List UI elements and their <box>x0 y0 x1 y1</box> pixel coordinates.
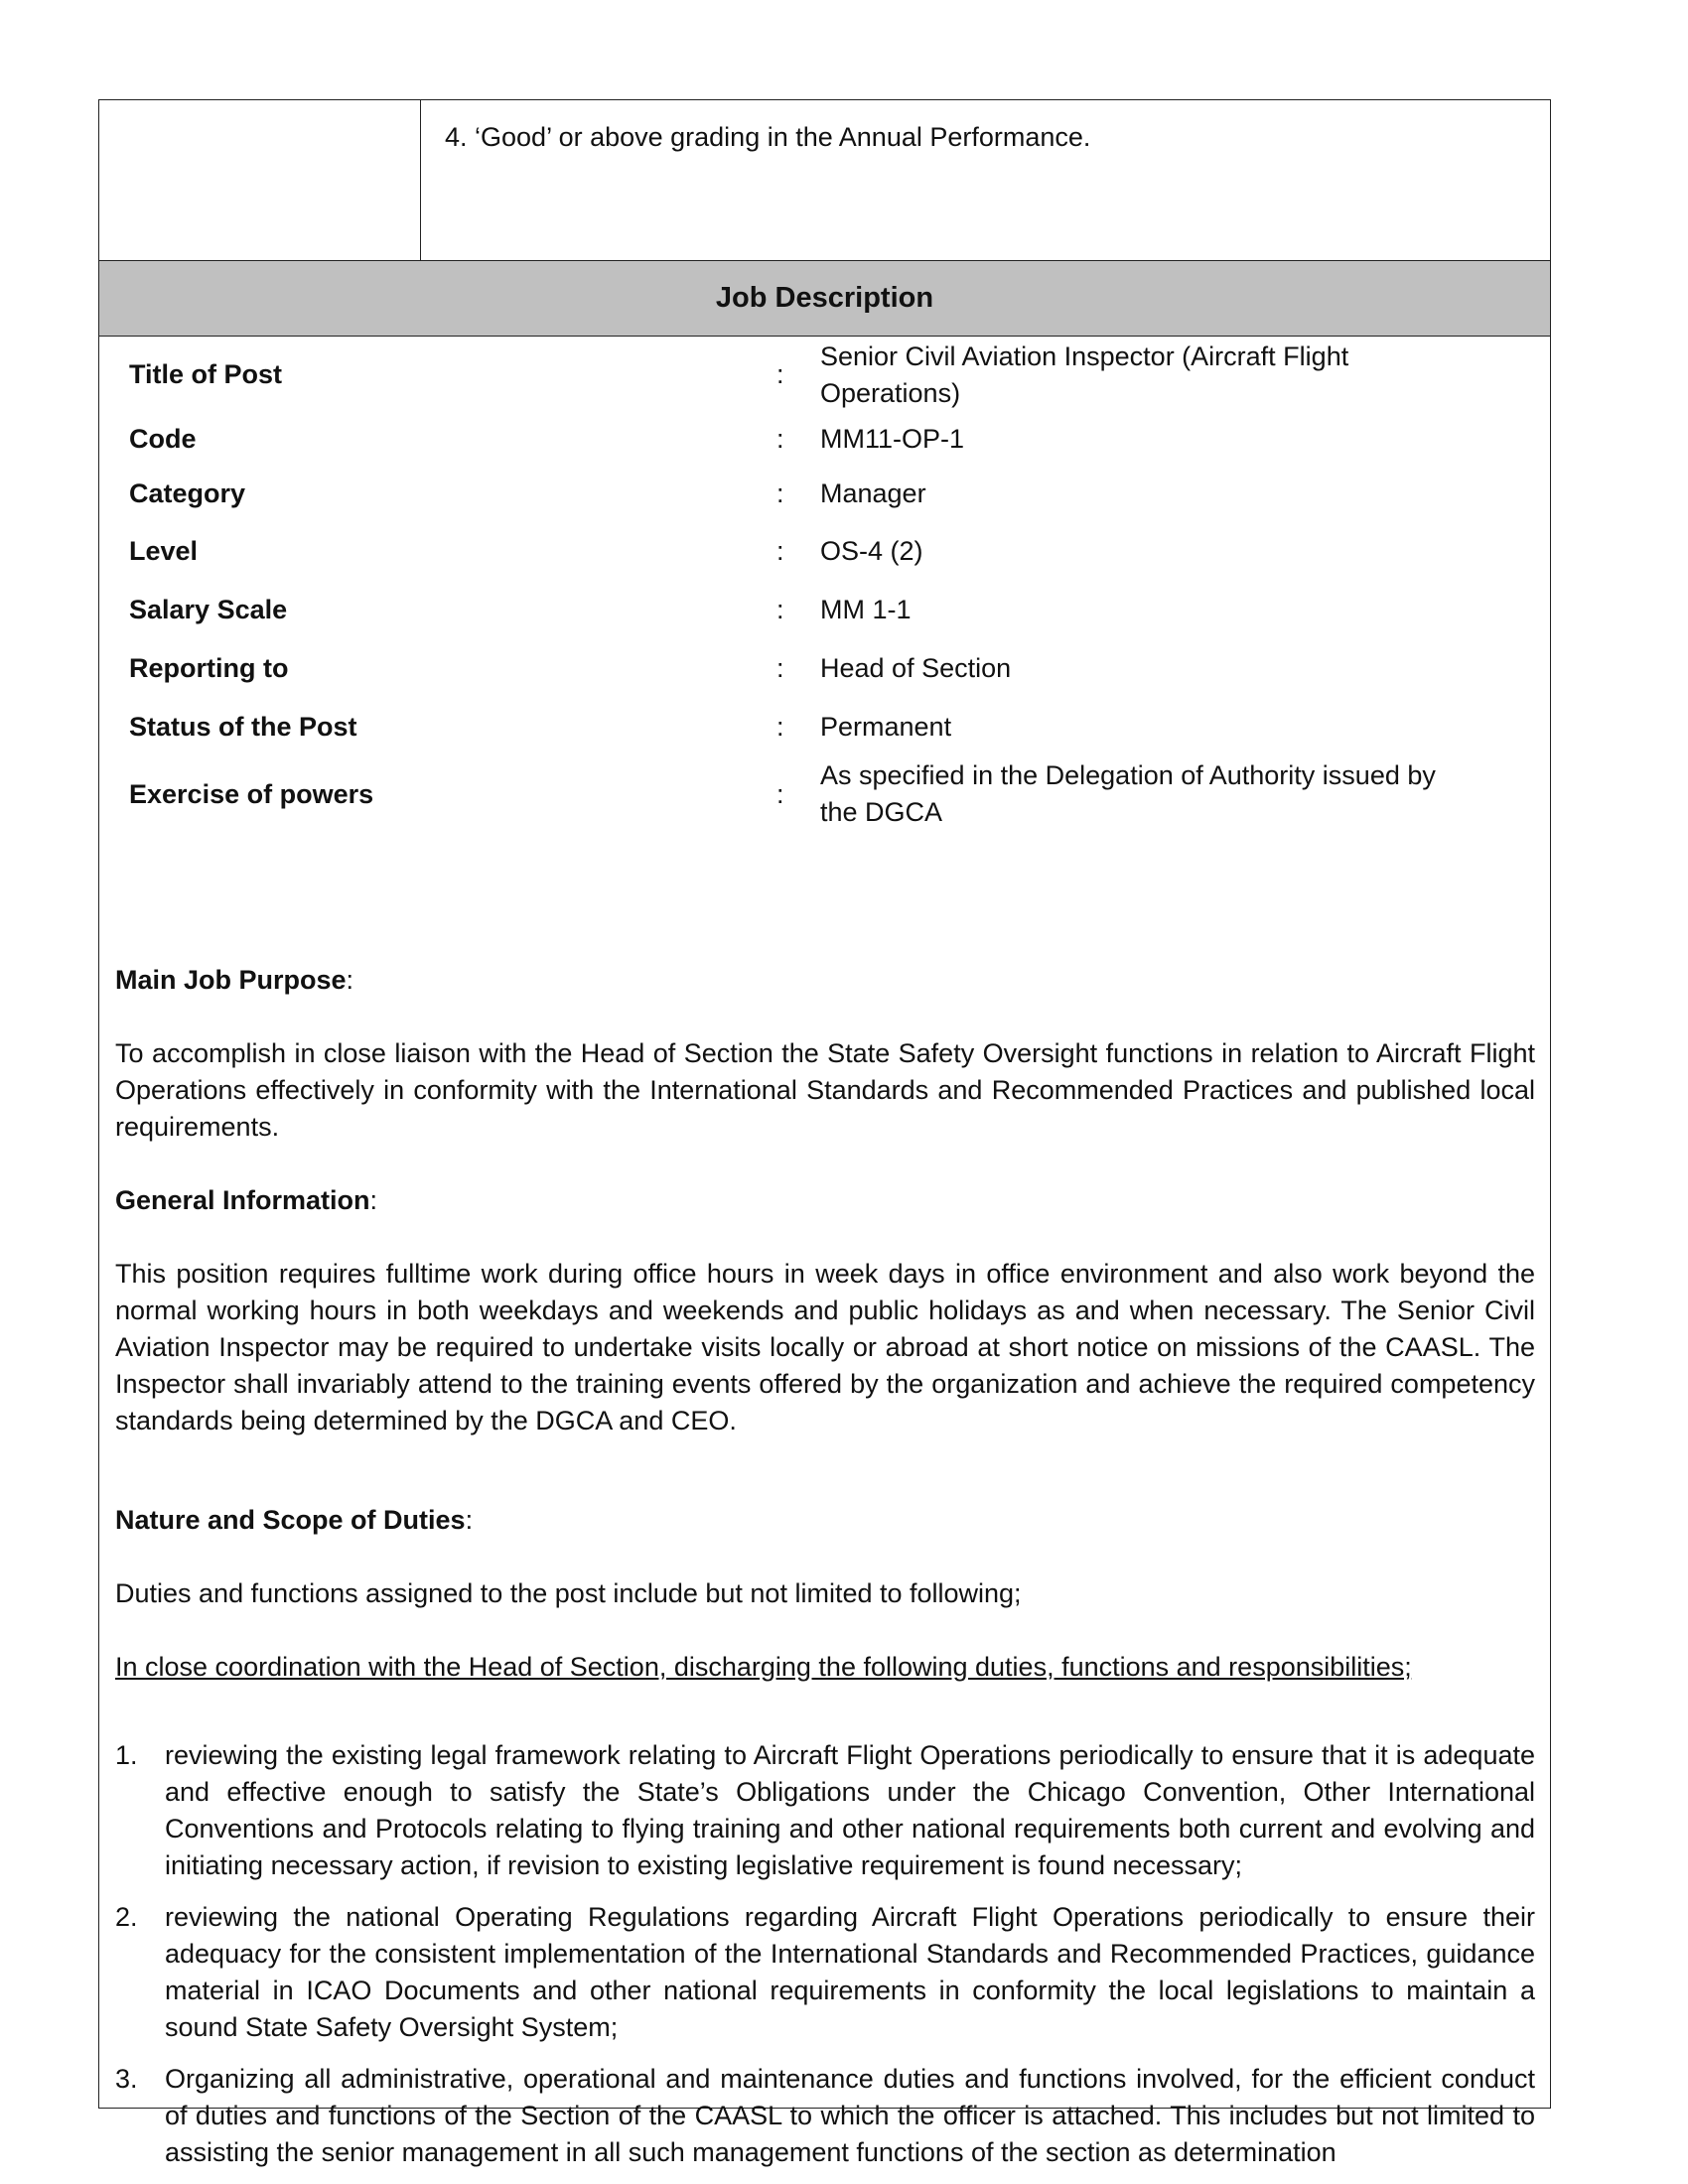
job-info-table <box>129 337 1519 833</box>
list-item <box>115 1737 1535 1884</box>
info-row-powers <box>129 755 1519 833</box>
info-value: Manager <box>820 478 926 508</box>
info-value: MM11-OP-1 <box>820 423 965 454</box>
info-value: As specified in the Delegation of Authority issued by the DGCA <box>820 760 1436 827</box>
info-row-status <box>129 698 1519 755</box>
info-row-code <box>129 413 1519 465</box>
list-text: reviewing the existing legal framework relating to Aircraft Flight Operations periodically to ensure that it is adequate and effective enough to satisfy the State’s Obligations under the Chicago Convention, Other International Conventions and Protocols relating to flying training and other national requirements both current and evolving and initiating necessary action, if revision to existing legislative requirement is found necessary; <box>165 1740 1535 1880</box>
list-item <box>115 1899 1535 2046</box>
info-label: Title of Post <box>129 359 283 389</box>
info-colon: : <box>776 711 784 742</box>
list-number: 1. <box>115 1740 138 1770</box>
info-colon: : <box>776 478 784 508</box>
qualification-row <box>99 100 1550 261</box>
info-row-salary <box>129 581 1519 639</box>
general-information-heading: General Information: <box>115 1185 378 1215</box>
info-row-title <box>129 337 1519 413</box>
info-colon: : <box>776 423 784 454</box>
list-number: 3. <box>115 2064 138 2094</box>
info-label: Reporting to <box>129 653 289 683</box>
info-label: Level <box>129 536 199 566</box>
empty-cell <box>99 100 421 260</box>
info-label: Category <box>129 478 246 508</box>
duties-list <box>115 1737 1535 2171</box>
nature-scope-heading: Nature and Scope of Duties: <box>115 1505 474 1535</box>
info-value: OS-4 (2) <box>820 536 923 566</box>
general-information-text: This position requires fulltime work during office hours in week days in office environment and also work beyond the normal working hours in both weekdays and weekends and public holidays as and when necessary. The Senior Civil Aviation Inspector may be required to undertake visits locally or abroad at short notice on missions of the CAASL. The Inspector shall invariably attend to the training events offered by the organization and achieve the required competency standards being determined by the DGCA and CEO. <box>115 1259 1535 1435</box>
qualification-item: 4. ‘Good’ or above grading in the Annual Performance. <box>445 122 1091 152</box>
main-job-purpose-text: To accomplish in close liaison with the Head of Section the State Safety Oversight functions in relation to Aircraft Flight Operations effectively in conformity with the International Standards and Recommended Practices and published local requirements. <box>115 1038 1535 1142</box>
info-colon: : <box>776 536 784 566</box>
list-text: Organizing all administrative, operational and maintenance duties and functions involved, for the efficient conduct of duties and functions of the Section of the CAASL to which the officer is attached. This includes but not limited to assisting the senior management in all such management functions of the section as determination <box>165 2064 1535 2167</box>
info-row-level <box>129 522 1519 581</box>
info-colon: : <box>776 778 784 809</box>
duties-intro: Duties and functions assigned to the post include but not limited to following; <box>115 1578 1022 1608</box>
main-job-purpose-heading: Main Job Purpose: <box>115 965 354 995</box>
info-value: Head of Section <box>820 653 1012 683</box>
info-value: MM 1-1 <box>820 595 912 624</box>
info-label: Code <box>129 423 197 454</box>
document-frame <box>98 99 1551 2167</box>
list-text: reviewing the national Operating Regulations regarding Aircraft Flight Operations periodically to ensure their adequacy for the consistent implementation of the International Standards and Recommended Practices, guidance material in ICAO Documents and other national requirements in conformity the local legislations to maintain a sound State Safety Oversight System; <box>165 1902 1535 2042</box>
job-description-header: Job Description <box>99 261 1550 337</box>
info-label: Exercise of powers <box>129 778 374 809</box>
info-value: Permanent <box>820 711 952 742</box>
info-colon: : <box>776 595 784 624</box>
coordination-statement: In close coordination with the Head of Section, discharging the following duties, functions and responsibilities; <box>115 1652 1412 1682</box>
info-label: Status of the Post <box>129 711 357 742</box>
info-colon: : <box>776 359 784 389</box>
list-number: 2. <box>115 1902 138 1932</box>
info-row-category <box>129 465 1519 522</box>
info-value: Senior Civil Aviation Inspector (Aircraft Flight Operations) <box>820 341 1349 408</box>
document-body <box>115 962 1535 2171</box>
list-item <box>115 2061 1535 2171</box>
info-colon: : <box>776 653 784 683</box>
info-row-reporting <box>129 639 1519 698</box>
info-label: Salary Scale <box>129 595 288 624</box>
